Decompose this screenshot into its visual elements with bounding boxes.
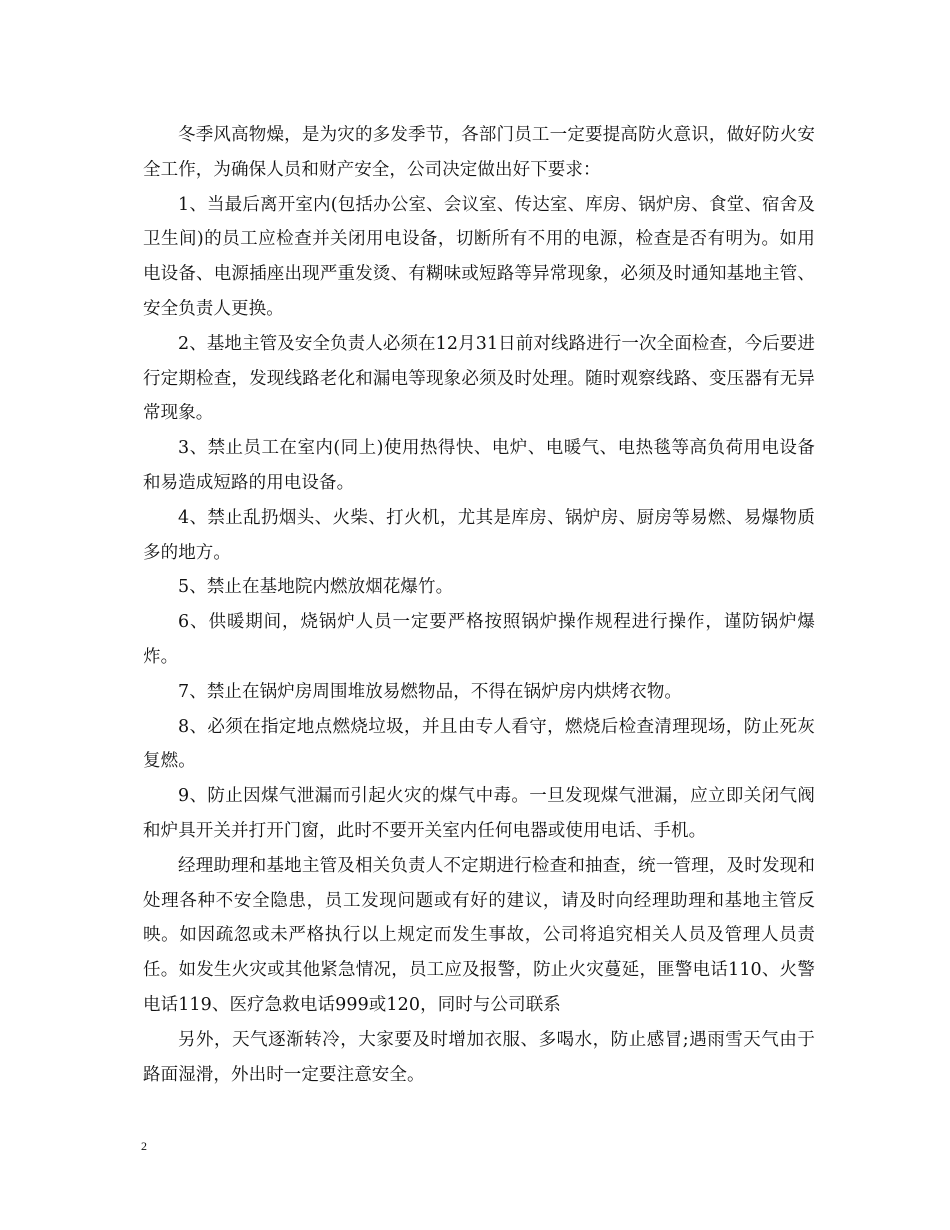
rule-9-paragraph: 9、防止因煤气泄漏而引起火灾的煤气中毒。一旦发现煤气泄漏，应立即关闭气阀和炉具开关并打开门窗，此时不要开关室内任何电器或使用电话、手机。 [143, 786, 815, 841]
rule-4-paragraph: 4、禁止乱扔烟头、火柴、打火机，尤其是库房、锅炉房、厨房等易燃、易爆物质多的地方。 [143, 507, 815, 563]
intro-paragraph: 冬季风高物燥，是为灾的多发季节，各部门员工一定要提高防火意识，做好防火安全工作，为确保人员和财产安全，公司决定做出好下要求： [143, 125, 815, 180]
rule-6-paragraph: 6、供暖期间，烧锅炉人员一定要严格按照锅炉操作规程进行操作，谨防锅炉爆炸。 [143, 612, 815, 667]
rule-3-paragraph: 3、禁止员工在室内(同上)使用热得快、电炉、电暖气、电热毯等高负荷用电设备和易造成短路的用电设备。 [143, 438, 815, 493]
closing-paragraph: 另外，天气逐渐转冷，大家要及时增加衣服、多喝水，防止感冒;遇雨雪天气由于路面湿滑，外出时一定要注意安全。 [143, 1029, 815, 1085]
management-paragraph: 经理助理和基地主管及相关负责人不定期进行检查和抽查，统一管理，及时发现和处理各种不安全隐患，员工发现问题或有好的建议，请及时向经理助理和基地主管反映。如因疏忽或未严格执行以上规定而发生事故，公司将追究相关人员及管理人员责任。如发生火灾或其他紧急情况，员工应及报警，防止火灾蔓延，匪警电话110、火警电话119、医疗急救电话999或120，同时与公司联系 [143, 855, 815, 1015]
document-body [143, 118, 815, 1092]
rule-7-paragraph: 7、禁止在锅炉房周围堆放易燃物品，不得在锅炉房内烘烤衣物。 [178, 681, 683, 702]
rule-1-paragraph: 1、当最后离开室内(包括办公室、会议室、传达室、库房、锅炉房、食堂、宿舍及卫生间)的员工应检查并关闭用电设备，切断所有不用的电源，检查是否有明为。如用电设备、电源插座出现严重发烫、有糊味或短路等异常现象，必须及时通知基地主管、安全负责人更换。 [143, 194, 815, 319]
rule-2-paragraph: 2、基地主管及安全负责人必须在12月31日前对线路进行一次全面检查，今后要进行定期检查，发现线路老化和漏电等现象必须及时处理。随时观察线路、变压器有无异常现象。 [143, 333, 815, 424]
rule-5-paragraph: 5、禁止在基地院内燃放烟花爆竹。 [178, 577, 454, 598]
page-number: 2 [141, 1139, 147, 1153]
rule-8-paragraph: 8、必须在指定地点燃烧垃圾，并且由专人看守，燃烧后检查清理现场，防止死灰复燃。 [143, 716, 815, 772]
